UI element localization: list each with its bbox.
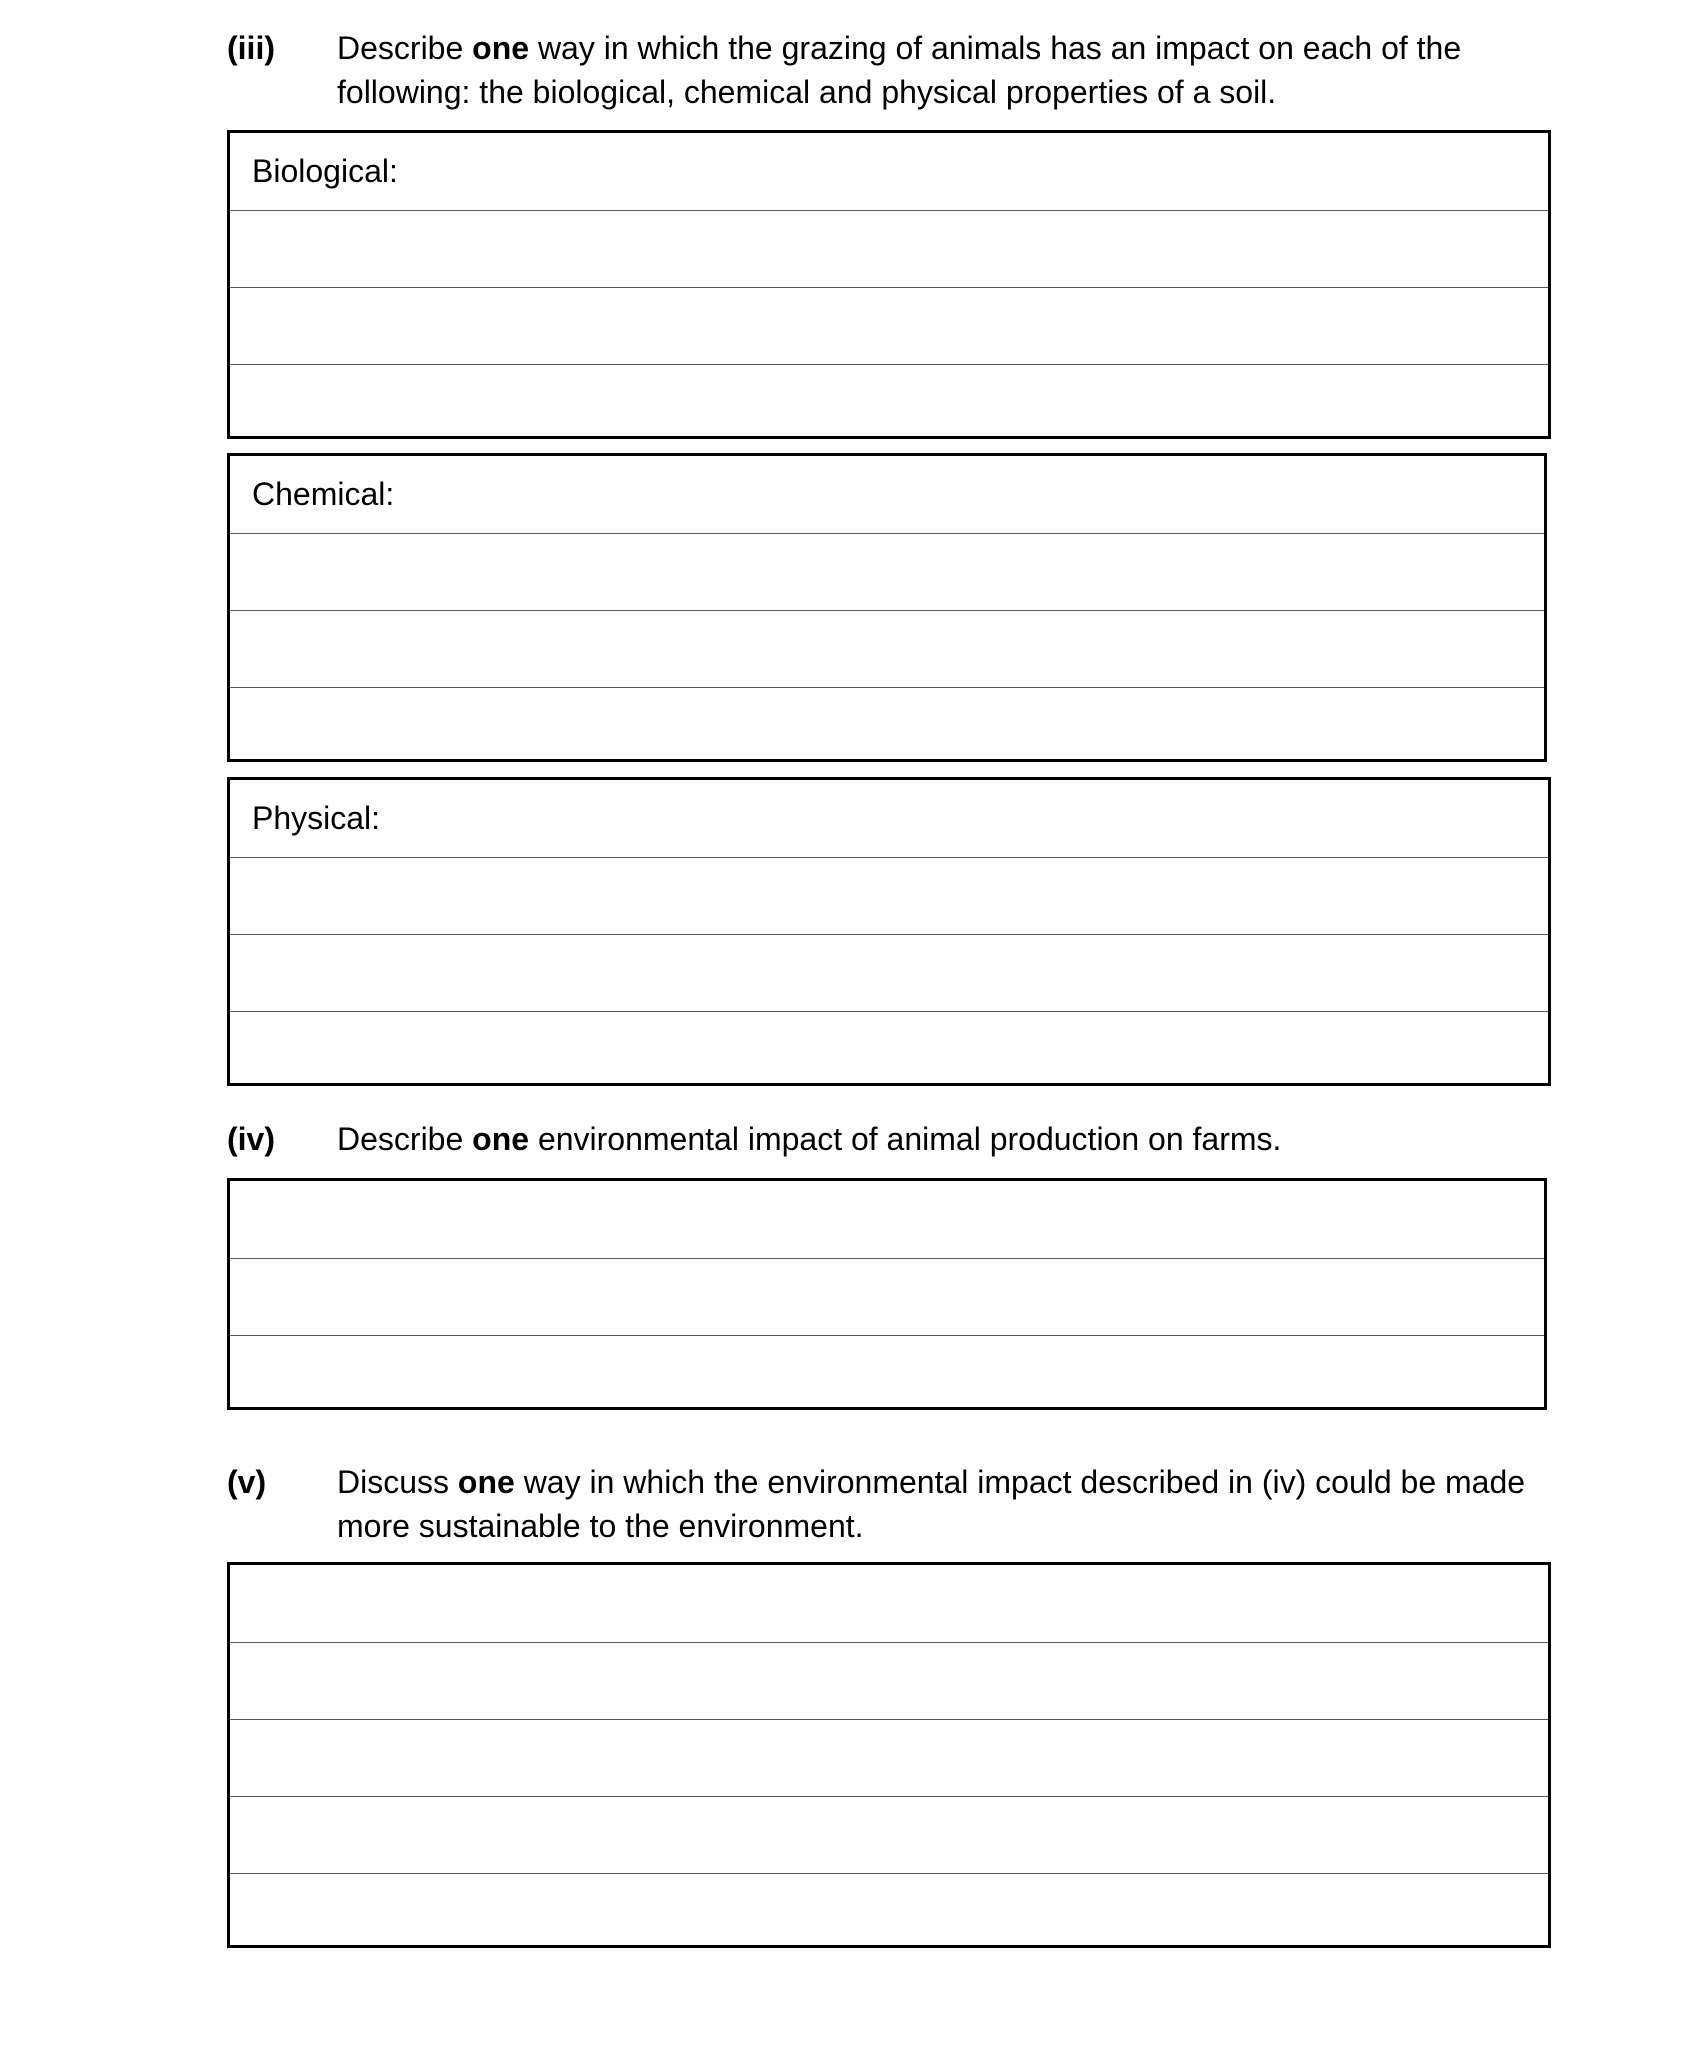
sustainability-answer-box[interactable] bbox=[227, 1562, 1551, 1948]
question-number: (iii) bbox=[227, 30, 275, 66]
question-v bbox=[227, 1460, 1607, 1550]
chemical-label: Chemical: bbox=[252, 476, 395, 512]
answer-line[interactable] bbox=[230, 934, 1548, 1011]
physical-label: Physical: bbox=[252, 800, 381, 836]
answer-line[interactable] bbox=[230, 364, 1548, 441]
environmental-impact-answer-box[interactable] bbox=[227, 1178, 1547, 1410]
answer-line[interactable] bbox=[230, 287, 1548, 364]
answer-line[interactable] bbox=[230, 1642, 1548, 1719]
answer-line[interactable] bbox=[230, 1873, 1548, 1950]
answer-line[interactable] bbox=[230, 533, 1544, 610]
answer-line[interactable] bbox=[230, 1719, 1548, 1796]
question-text bbox=[337, 26, 1461, 114]
answer-line[interactable] bbox=[230, 610, 1544, 687]
question-iv bbox=[227, 1117, 1587, 1161]
answer-line[interactable] bbox=[230, 456, 1544, 533]
answer-line[interactable] bbox=[230, 1258, 1544, 1335]
chemical-answer-box[interactable] bbox=[227, 453, 1547, 762]
answer-line[interactable] bbox=[230, 780, 1548, 857]
question-text-line-1: Describe one way in which the grazing of animals has an impact on each of the bbox=[337, 30, 1462, 66]
physical-answer-box[interactable] bbox=[227, 777, 1551, 1086]
question-text: Describe one environmental impact of animal production on farms. bbox=[337, 1121, 1282, 1157]
answer-line[interactable] bbox=[230, 1565, 1548, 1642]
question-number: (v) bbox=[227, 1464, 267, 1500]
question-iii bbox=[227, 26, 1587, 116]
answer-line[interactable] bbox=[230, 133, 1548, 210]
answer-line[interactable] bbox=[230, 1011, 1548, 1088]
question-text-line-1: Discuss one way in which the environmental impact described in (iv) could be made bbox=[337, 1464, 1526, 1500]
biological-label: Biological: bbox=[252, 153, 398, 189]
answer-line[interactable] bbox=[230, 210, 1548, 287]
answer-line[interactable] bbox=[230, 1181, 1544, 1258]
biological-answer-box[interactable] bbox=[227, 130, 1551, 439]
answer-line[interactable] bbox=[230, 1335, 1544, 1412]
answer-line[interactable] bbox=[230, 687, 1544, 764]
answer-line[interactable] bbox=[230, 857, 1548, 934]
question-text-line-2: following: the biological, chemical and physical properties of a soil. bbox=[337, 74, 1277, 110]
question-text bbox=[337, 1460, 1525, 1548]
answer-line[interactable] bbox=[230, 1796, 1548, 1873]
question-text-line-2: more sustainable to the environment. bbox=[337, 1508, 864, 1544]
question-number: (iv) bbox=[227, 1121, 275, 1157]
